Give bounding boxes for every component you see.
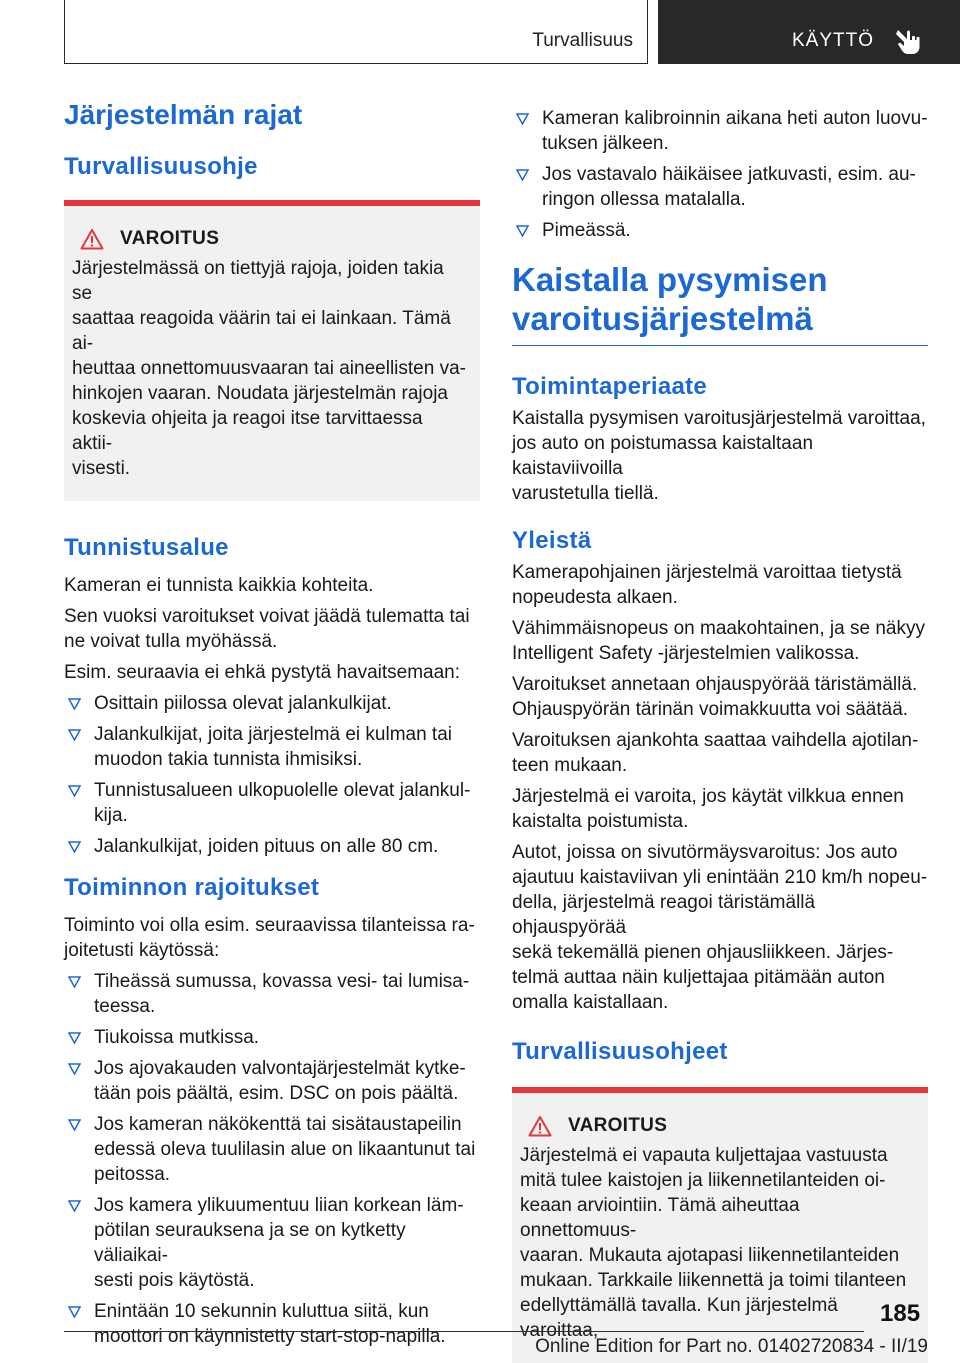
list-item: Jos vastavalo häikäisee jatkuvasti, esim. au- ringon ollessa matalalla. [512,162,928,212]
principle-heading: Toimintaperiaate [512,372,708,400]
list-item: Jos ajovakauden valvontajärjestelmät kytke- tään pois päältä, esim. DSC on pois päältä. [64,1056,480,1106]
bullet-list [512,106,928,243]
general-heading: Yleistä [512,526,592,554]
bullet-list [64,969,480,1349]
paragraph: Varoitukset annetaan ohjauspyörää täristämällä. Ohjauspyörän tärinän voimakkuutta voi säätää. [512,673,918,720]
left-column [64,98,480,1355]
triangle-bullet-icon [68,841,81,853]
warning-line: keaan arviointiin. Tämä aiheuttaa onnettomuus- [520,1194,800,1241]
triangle-bullet-icon [68,1119,81,1131]
warning-line: edellyttämällä tavalla. Kun järjestelmä varoittaa, [520,1294,838,1341]
list-item: Jalankulkijat, joita järjestelmä ei kulman tai muodon takia tunnista ihmisiksi. [64,722,480,772]
paragraph: Varoituksen ajankohta saattaa vaihdella ajotilan- teen mukaan. [512,729,919,776]
header-chapter-tab [658,0,960,64]
list-item: Jos kamera ylikuumentuu liian korkean läm- pötilan seurauksena ja se on kytketty väliaikai- sesti pois käytöstä. [64,1193,480,1293]
warning-line: hinkojen vaaran. Noudata järjestelmän rajoja [72,382,449,404]
bullet-list [64,691,480,859]
right-column [512,106,928,1363]
paragraph: Kaistalla pysymisen varoitusjärjestelmä varoittaa, jos auto on poistumassa kaistaltaan kaistaviivoilla varustetulla tiellä. [512,407,926,504]
warning-box [512,1087,928,1363]
list-item: Osittain piilossa olevat jalankulkijat. [64,691,480,716]
warning-box [64,200,480,501]
warning-title: VAROITUS [568,1114,668,1136]
warning-line: vaaran. Mukauta ajotapasi liikennetilanteiden [520,1244,900,1266]
limits-heading: Toiminnon rajoitukset [64,873,320,901]
paragraph: Järjestelmä ei varoita, jos käytät vilkkua ennen kaistalta poistumista. [512,785,904,832]
warning-line: visesti. [72,457,131,479]
section-title: Kaistalla pysymisen varoitusjärjestelmä [512,261,928,346]
paragraph: Vähimmäisnopeus on maakohtainen, ja se näkyy Intelligent Safety -järjestelmien valikossa. [512,617,925,664]
paragraph: Toiminto voi olla esim. seuraavissa tilanteissa ra- joitetusti käytössä: [64,914,475,961]
triangle-bullet-icon [68,1063,81,1075]
triangle-bullet-icon [68,976,81,988]
page-title: Järjestelmän rajat [64,99,303,130]
footer-divider [64,1331,864,1332]
warning-line: Järjestelmä ei vapauta kuljettajaa vastuusta [520,1144,888,1166]
list-item: Tiukoissa mutkissa. [64,1025,480,1050]
paragraph: Kameran ei tunnista kaikkia kohteita. [64,574,374,596]
list-item: Kameran kalibroinnin aikana heti auton luovu- tuksen jälkeen. [512,106,928,156]
paragraph: Autot, joissa on sivutörmäysvaroitus: Jos auto ajautuu kaistaviivan yli enintään 210 km/h nopeu- della, järjestelmä reagoi täristämällä ohjauspyörää sekä tekemällä pienen ohjausliikkeen. Järjes- telmä auttaa näin kuljettajaa pitämään auton omalla kaistallaan. [512,841,928,1013]
header-section-title: Turvallisuus [532,30,633,51]
warning-line: mitä tulee kaistojen ja liikennetilanteiden oi- [520,1169,886,1191]
header-section-box [64,0,648,64]
warning-triangle-icon [528,1115,552,1137]
warning-line: heuttaa onnettomuusvaaran tai aineellisten va- [72,357,466,379]
list-item: Jalankulkijat, joiden pituus on alle 80 cm. [64,834,480,859]
triangle-bullet-icon [68,1032,81,1044]
triangle-bullet-icon [68,698,81,710]
detection-heading: Tunnistusalue [64,533,229,561]
warning-line: Järjestelmässä on tiettyjä rajoja, joiden takia se [72,257,444,304]
warning-line: koskevia ohjeita ja reagoi itse tarvittaessa aktii- [72,407,423,454]
paragraph: Esim. seuraavia ei ehkä pystytä havaitsemaan: [64,661,461,683]
triangle-bullet-icon [516,225,529,237]
warning-line: mukaan. Tarkkaile liikennettä ja toimi tilanteen [520,1269,907,1291]
triangle-bullet-icon [68,1200,81,1212]
list-item: Enintään 10 sekunnin kuluttua siitä, kun moottori on käynnistetty start-stop-napilla. [64,1299,480,1349]
triangle-bullet-icon [516,169,529,181]
list-item: Tunnistusalueen ulkopuolelle olevat jalankul- kija. [64,778,480,828]
list-item: Tiheässä sumussa, kovassa vesi- tai lumisa- teessa. [64,969,480,1019]
list-item: Jos kameran näkökenttä tai sisätaustapeilin edessä oleva tuulilasin alue on likaantunut tai peitossa. [64,1112,480,1187]
safety-heading: Turvallisuusohje [64,152,258,180]
warning-title: VAROITUS [120,227,220,249]
header-chapter-title: KÄYTTÖ [792,30,875,51]
triangle-bullet-icon [68,785,81,797]
triangle-bullet-icon [68,1306,81,1318]
safety-instructions-heading: Turvallisuusohjeet [512,1037,728,1065]
pointing-hand-icon [894,26,924,56]
triangle-bullet-icon [516,113,529,125]
page-number: 185 [880,1300,921,1327]
paragraph: Sen vuoksi varoitukset voivat jäädä tulematta tai ne voivat tulla myöhässä. [64,605,470,652]
footer-edition: Online Edition for Part no. 01402720834 - II/19 [535,1336,928,1357]
paragraph: Kamerapohjainen järjestelmä varoittaa tietystä nopeudesta alkaen. [512,561,902,608]
warning-line: saattaa reagoida väärin tai ei lainkaan. Tämä ai- [72,307,451,354]
triangle-bullet-icon [68,729,81,741]
list-item: Pimeässä. [512,218,928,243]
warning-triangle-icon [80,228,104,250]
